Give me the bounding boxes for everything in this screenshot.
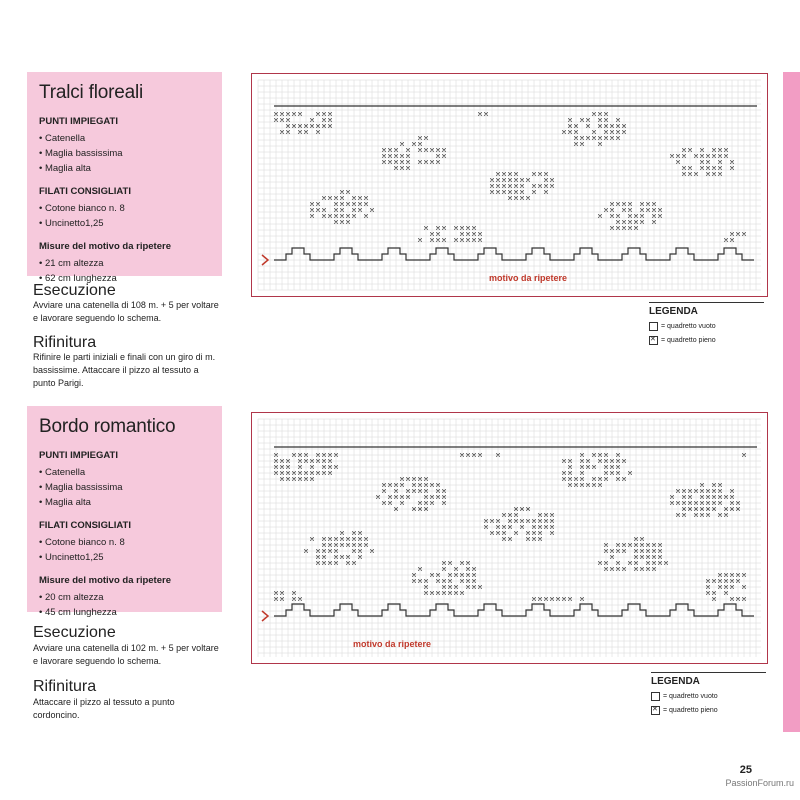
legend-full-text: = quadretto pieno (663, 707, 718, 714)
list-item: • Maglia alta (39, 161, 210, 176)
rifinitura-title: Rifinitura (33, 678, 97, 695)
misure-heading: Misure del motivo da ripetere (39, 575, 171, 586)
legend-full-text: = quadretto pieno (661, 337, 716, 344)
list-item: • Catenella (39, 131, 210, 146)
list-item: • 62 cm lunghezza (39, 271, 210, 286)
list-item: • 45 cm lunghezza (39, 605, 210, 620)
list-item: • Uncinetto1,25 (39, 216, 210, 231)
section-title: Bordo romantico (39, 416, 176, 437)
punti-list (39, 131, 210, 176)
punti-heading: PUNTI IMPIEGATI (39, 116, 118, 127)
misure-heading: Misure del motivo da ripetere (39, 241, 171, 252)
motivo-label: motivo da ripetere (353, 639, 432, 649)
legend-title: LEGENDA (649, 302, 764, 317)
legend-row-full (651, 706, 766, 715)
watermark: PassionForum.ru (725, 778, 794, 788)
legend-empty-text: = quadretto vuoto (663, 693, 718, 700)
filati-list (39, 201, 210, 231)
rifinitura-text: Rifinire le parti iniziali e finali con un giro di m. bassissime. Attaccare il pizzo al tessuto a punto Parigi. (33, 352, 216, 388)
legend-2 (651, 672, 766, 720)
list-item: • 20 cm altezza (39, 590, 210, 605)
legend-row-full (649, 336, 764, 345)
empty-square-icon (649, 322, 658, 331)
chart-tralci (251, 73, 768, 297)
list-item: • Catenella (39, 465, 210, 480)
punti-list (39, 465, 210, 510)
list-item: • Maglia bassissima (39, 480, 210, 495)
empty-square-icon (651, 692, 660, 701)
page-tab-stripe (783, 72, 800, 732)
grid-lines (258, 419, 761, 657)
rifinitura-text: Attaccare il pizzo al tessuto a punto cordoncino. (33, 697, 175, 720)
esecuzione-title: Esecuzione (33, 624, 116, 641)
esecuzione-text: Avviare una catenella di 108 m. + 5 per voltare e lavorare seguendo lo schema. (33, 300, 219, 323)
legend-empty-text: = quadretto vuoto (661, 323, 716, 330)
legend-row-empty (649, 322, 764, 331)
filati-list (39, 535, 210, 565)
motivo-label: motivo da ripetere (489, 273, 568, 283)
legend-title: LEGENDA (651, 672, 766, 687)
misure-list (39, 590, 210, 620)
materials-box-2 (27, 406, 222, 618)
section-title: Tralci floreali (39, 82, 143, 103)
list-item: • Maglia alta (39, 495, 210, 510)
cross-square-icon (649, 336, 658, 345)
legend-1 (649, 302, 764, 350)
stepped-edge (274, 604, 754, 616)
list-item: • Maglia bassissima (39, 146, 210, 161)
crochet-chart-2 (252, 413, 767, 663)
filati-heading: FILATI CONSIGLIATI (39, 520, 131, 531)
materials-box-1 (27, 72, 222, 284)
rifinitura-title: Rifinitura (33, 334, 97, 351)
chart-bordo (251, 412, 768, 664)
esecuzione-title: Esecuzione (33, 282, 116, 299)
legend-row-empty (651, 692, 766, 701)
cross-square-icon (651, 706, 660, 715)
page-number: 25 (739, 764, 752, 776)
list-item: • Cotone bianco n. 8 (39, 201, 210, 216)
list-item: • Uncinetto1,25 (39, 550, 210, 565)
list-item: • Cotone bianco n. 8 (39, 535, 210, 550)
list-item: • 21 cm altezza (39, 256, 210, 271)
crochet-chart-1 (252, 74, 767, 296)
start-arrow-icon (262, 611, 268, 621)
esecuzione-text: Avviare una catenella di 102 m. + 5 per voltare e lavorare seguendo lo schema. (33, 643, 219, 666)
punti-heading: PUNTI IMPIEGATI (39, 450, 118, 461)
filati-heading: FILATI CONSIGLIATI (39, 186, 131, 197)
